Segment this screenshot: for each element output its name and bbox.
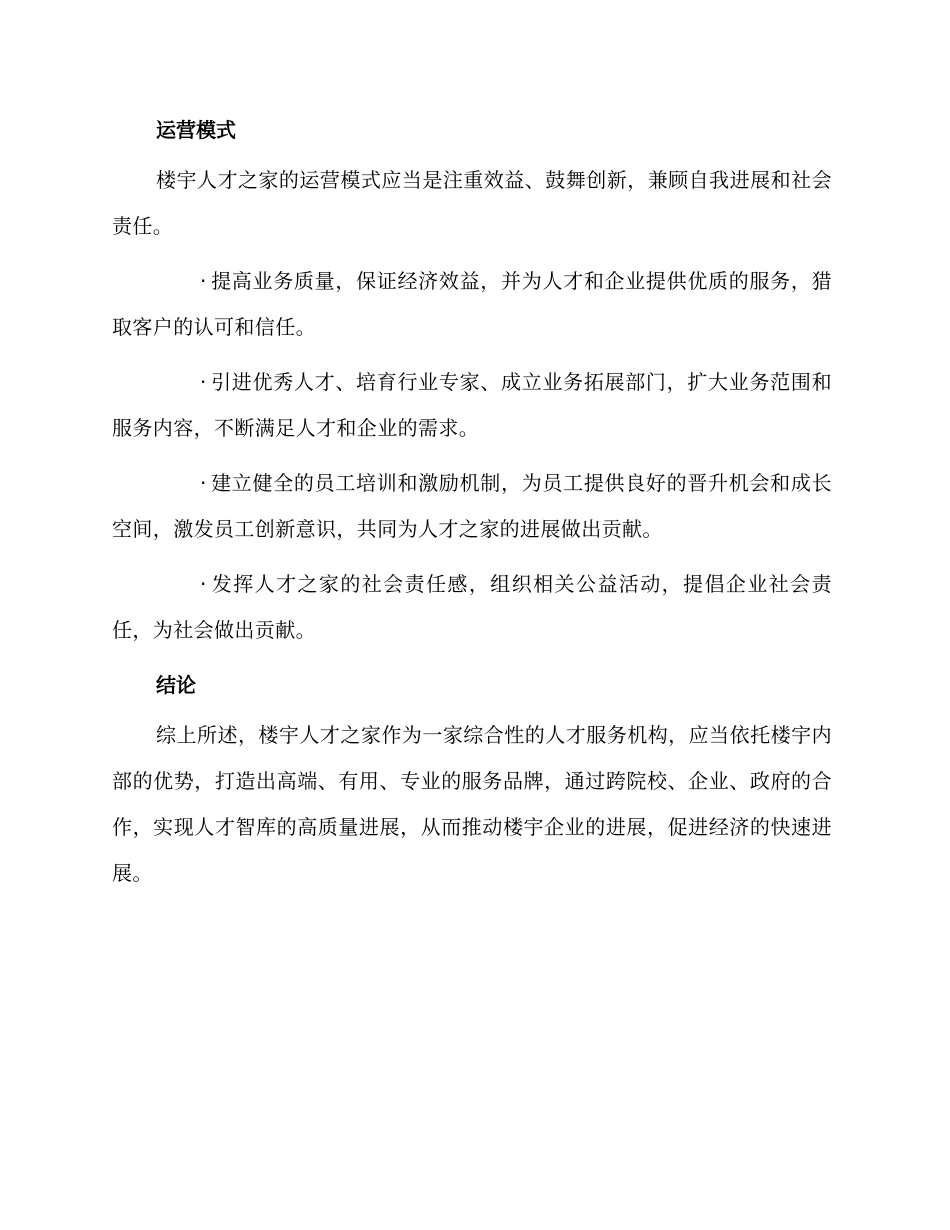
section-heading-conclusion: 结论 <box>156 673 196 697</box>
bullet-text-1: 提高业务质量，保证经济效益，并为人才和企业提供优质的服务，猎取客户的认可和信任。 <box>112 269 832 339</box>
operation-model-intro: 楼宇人才之家的运营模式应当是注重效益、鼓舞创新，兼顾自我进展和社会责任。 <box>112 168 832 238</box>
bullet-text-2: 引进优秀人才、培育行业专家、成立业务拓展部门，扩大业务范围和服务内容，不断满足人才和企业的需求。 <box>112 370 832 440</box>
bullet-item-4 <box>112 561 832 653</box>
bullet-item-1 <box>112 258 832 350</box>
bullet-dot-icon: · <box>200 572 207 596</box>
conclusion-body: 综上所述，楼宇人才之家作为一家综合性的人才服务机构，应当依托楼宇内部的优势，打造出高端、有用、专业的服务品牌，通过跨院校、企业、政府的合作，实现人才智库的高质量进展，从而推动楼宇企业的进展，促进经济的快速进展。 <box>112 723 832 885</box>
bullet-text-4: 发挥人才之家的社会责任感，组织相关公益活动，提倡企业社会责任，为社会做出贡献。 <box>112 572 832 642</box>
bullet-text-3: 建立健全的员工培训和激励机制，为员工提供良好的晋升机会和成长空间，激发员工创新意识，共同为人才之家的进展做出贡献。 <box>112 471 832 541</box>
bullet-dot-icon: · <box>200 269 207 293</box>
bullet-item-3 <box>112 460 832 552</box>
document-body <box>112 107 832 905</box>
bullet-dot-icon: · <box>200 471 207 495</box>
bullet-item-2 <box>112 359 832 451</box>
bullet-dot-icon: · <box>200 370 207 394</box>
section-heading-operation-model: 运营模式 <box>156 118 236 142</box>
